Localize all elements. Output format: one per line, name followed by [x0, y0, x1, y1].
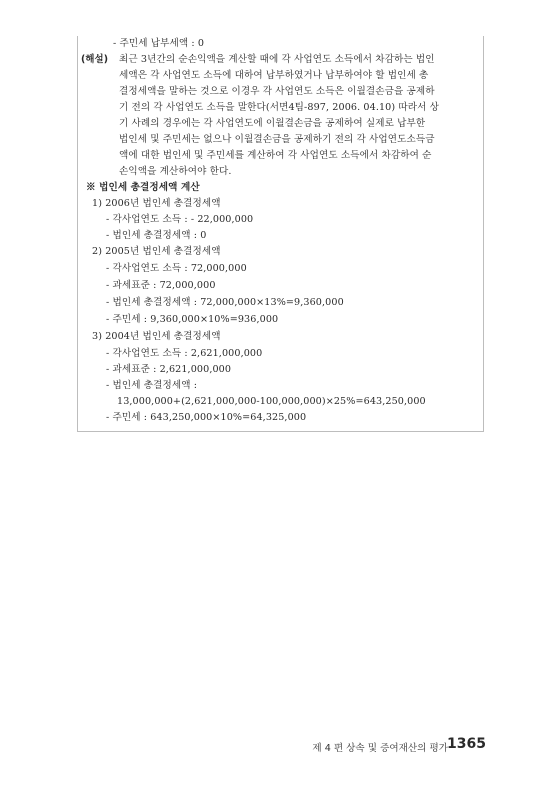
year-2005-heading: 2) 2005년 법인세 총결정세액 [92, 246, 221, 257]
commentary-line-4: 기 전의 각 사업연도 소득을 말한다(서면4팀-897, 2006. 04.10) 따라서 상 [119, 102, 439, 113]
list-item: - 각사업연도 소득 : 2,621,000,000 [106, 348, 263, 359]
commentary-line-1: 최근 3년간의 순손익액을 계산할 때에 각 사업연도 소득에서 차감하는 법인 [119, 54, 435, 65]
page-footer [0, 736, 550, 756]
commentary-line-7: 액에 대한 법인세 및 주민세를 계산하여 각 사업연도 소득에서 차감하여 순 [119, 150, 432, 161]
year-2006-heading: 1) 2006년 법인세 총결정세액 [92, 198, 221, 209]
commentary-line-2: 세액은 각 사업연도 소득에 대하여 납부하였거나 납부하여야 할 법인세 총 [119, 70, 429, 81]
list-item: - 각사업연도 소득 : 72,000,000 [106, 263, 247, 274]
list-item: - 법인세 총결정세액 : [106, 380, 198, 391]
list-item: - 과세표준 : 2,621,000,000 [106, 364, 232, 375]
commentary-line-6: 법인세 및 주민세는 없으나 이월결손금을 공제하기 전의 각 사업연도소득금 [119, 134, 435, 145]
page-number: 1365 [447, 736, 486, 752]
list-item: - 법인세 총결정세액 : 72,000,000×13%=9,360,000 [106, 297, 344, 308]
commentary-label: (해설) [81, 54, 109, 65]
list-item: - 과세표준 : 72,000,000 [106, 280, 216, 291]
list-item: - 법인세 총결정세액 : 0 [106, 230, 207, 241]
list-item: - 주민세 : 9,360,000×10%=936,000 [106, 314, 279, 325]
list-item: - 주민세 : 643,250,000×10%=64,325,000 [106, 412, 307, 423]
list-item: - 각사업연도 소득 : - 22,000,000 [106, 214, 254, 225]
resident-tax-paid-line: - 주민세 납부세액 : 0 [113, 38, 205, 49]
calc-heading: ※ 법인세 총결정세액 계산 [86, 182, 200, 193]
commentary-line-5: 기 사례의 경우에는 각 사업연도에 이월결손금을 공제하여 실제로 납부한 [119, 118, 426, 129]
chapter-title: 제 4 편 상속 및 증여재산의 평가 [312, 743, 448, 754]
commentary-line-8: 손익액을 계산하여야 한다. [119, 166, 232, 177]
list-item-formula: 13,000,000+(2,621,000,000-100,000,000)×25%=643,250,000 [117, 396, 426, 407]
year-2004-heading: 3) 2004년 법인세 총결정세액 [92, 331, 221, 342]
commentary-line-3: 결정세액을 말하는 것으로 이경우 각 사업연도 소득은 이월결손금을 공제하 [119, 86, 435, 97]
